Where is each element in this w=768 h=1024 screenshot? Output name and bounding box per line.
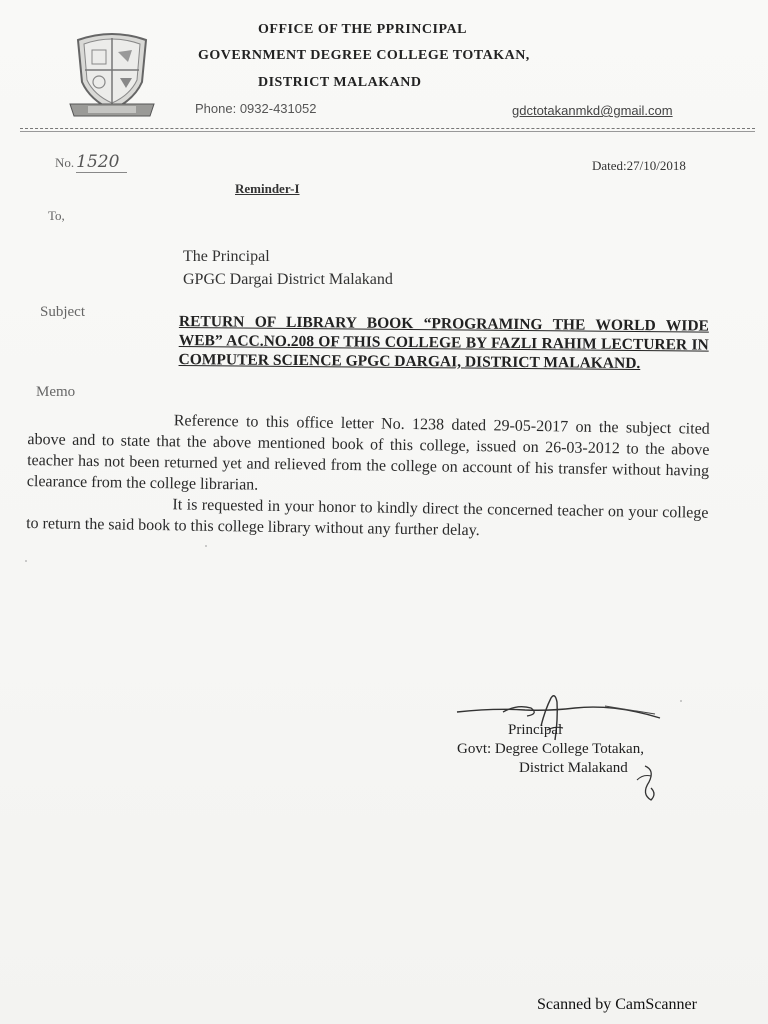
subject-text: RETURN OF LIBRARY BOOK “PROGRAMING THE WORLD WIDE WEB” ACC.NO.208 OF THIS COLLEGE BY FAZLI RAHIM LECTURER IN COMPUTER SCIENCE GPGC DARGAI, DISTRICT MALAKAND. — [178, 312, 709, 373]
college-crest-icon — [68, 26, 156, 120]
body-paragraph-2: It is requested in your honor to kindly direct the concerned teacher on your college to return the said book to this college library without any further delay. — [26, 496, 709, 540]
scan-speck — [205, 545, 207, 547]
reference-number-value: 1520 — [76, 152, 127, 173]
district-name: DISTRICT MALAKAND — [258, 75, 422, 90]
college-name: GOVERNMENT DEGREE COLLEGE TOTAKAN, — [198, 48, 530, 63]
memo-label: Memo — [36, 384, 76, 400]
addressee-title: The Principal — [183, 248, 270, 265]
phone-number: Phone: 0932-431052 — [195, 101, 317, 116]
reminder-heading: Reminder-I — [235, 181, 300, 196]
body-paragraph-1: Reference to this office letter No. 1238 dated 29-05-2017 on the subject cited above and to state that the above mentioned book of this college, issued on 26-03-2012 to the above teacher has not been returned yet and relieved from the college on account of his transfer without having clearance from the college librarian. — [26, 412, 710, 494]
scanner-watermark: Scanned by CamScanner — [537, 996, 697, 1013]
letter-date: Dated:27/10/2018 — [592, 158, 686, 173]
email-address: gdctotakanmkd@gmail.com — [512, 103, 673, 118]
office-title: OFFICE OF THE PPRINCIPAL — [258, 22, 467, 37]
header-divider — [20, 128, 755, 129]
reference-number — [55, 152, 127, 172]
scan-speck — [680, 700, 682, 702]
signatory-district: District Malakand — [519, 760, 628, 776]
scan-speck — [25, 560, 27, 562]
header-divider-secondary — [20, 131, 755, 132]
letter-body — [26, 408, 710, 545]
signatory-title: Principal — [508, 722, 563, 738]
to-label: To, — [48, 208, 65, 223]
signatory-institution: Govt: Degree College Totakan, — [457, 741, 644, 757]
addressee-institution: GPGC Dargai District Malakand — [183, 271, 393, 288]
subject-label: Subject — [40, 304, 85, 320]
reference-number-label: No. — [55, 155, 75, 170]
